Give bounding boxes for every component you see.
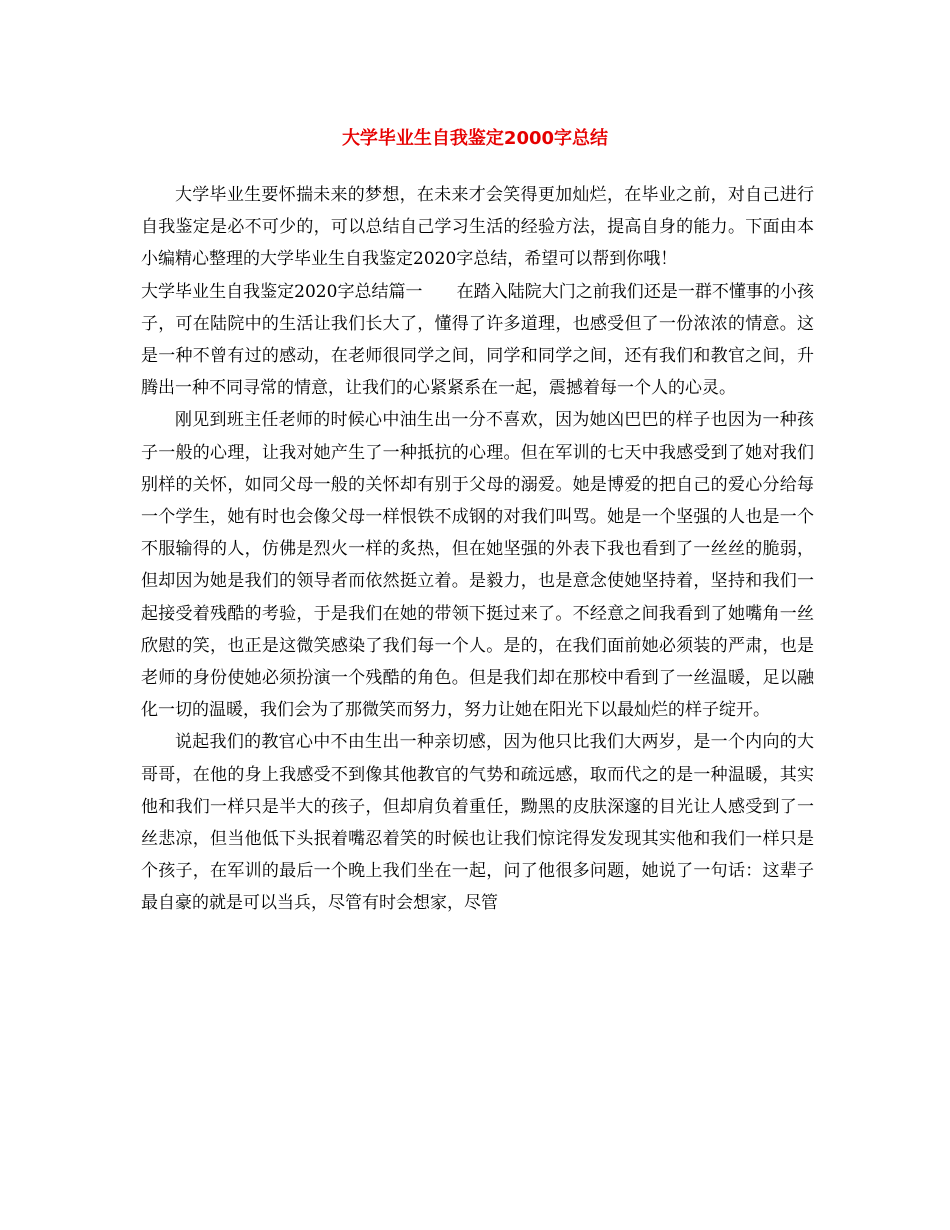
paragraph-instructor: 说起我们的教官心中不由生出一种亲切感，因为他只比我们大两岁，是一个内向的大哥哥，在他的身上我感受不到像其他教官的气势和疏远感，取而代之的是一种温暖，其实他和我们一样只是半大的孩子，但却肩负着重任，黝黑的皮肤深邃的目光让人感受到了一丝悲凉，但当他低下头抿着嘴忍着笑的时候也让我们惊诧得发发现其实他和我们一样只是个孩子，在军训的最后一个晚上我们坐在一起，问了他很多问题，她说了一句话：这辈子最自豪的就是可以当兵，尽管有时会想家，尽管 [141, 732, 814, 914]
document-body [141, 179, 814, 920]
paragraph-teacher: 刚见到班主任老师的时候心中油生出一分不喜欢，因为她凶巴巴的样子也因为一种孩子一般的心理，让我对她产生了一种抵抗的心理。但在军训的七天中我感受到了她对我们别样的关怀，如同父母一般的关怀却有别于父母的溺爱。她是博爱的把自己的爱心分给每一个学生，她有时也会像父母一样恨铁不成钢的对我们叫骂。她是一个坚强的人也是一个不服输得的人，仿佛是烈火一样的炙热，但在她坚强的外表下我也看到了一丝丝的脆弱，但却因为她是我们的领导者而依然挺立着。是毅力，也是意念使她坚持着，坚持和我们一起接受着残酷的考验，于是我们在她的带领下挺过来了。不经意之间我看到了她嘴角一丝欣慰的笑，也正是这微笑感染了我们每一个人。是的，在我们面前她必须装的严肃，也是老师的身份使她必须扮演一个残酷的角色。但是我们却在那校中看到了一丝温暖，足以融化一切的温暖，我们会为了那微笑而努力，努力让她在阳光下以最灿烂的样子绽开。 [141, 410, 814, 721]
paragraph-section-one: 大学毕业生自我鉴定2020字总结篇一 在踏入陆院大门之前我们还是一群不懂事的小孩子，可在陆院中的生活让我们长大了，懂得了许多道理，也感受但了一份浓浓的情意。这是一种不曾有过的感动，在老师很同学之间，同学和同学之间，还有我们和教官之间，升腾出一种不同寻常的情意，让我们的心紧紧系在一起，震撼着每一个人的心灵。 [141, 281, 814, 399]
paragraph-intro: 大学毕业生要怀揣未来的梦想，在未来才会笑得更加灿烂，在毕业之前，对自己进行自我鉴定是必不可少的，可以总结自己学习生活的经验方法，提高自身的能力。下面由本小编精心整理的大学毕业生自我鉴定2020字总结，希望可以帮到你哦！ [141, 185, 814, 270]
document-title: 大学毕业生自我鉴定2000字总结 [341, 128, 609, 149]
